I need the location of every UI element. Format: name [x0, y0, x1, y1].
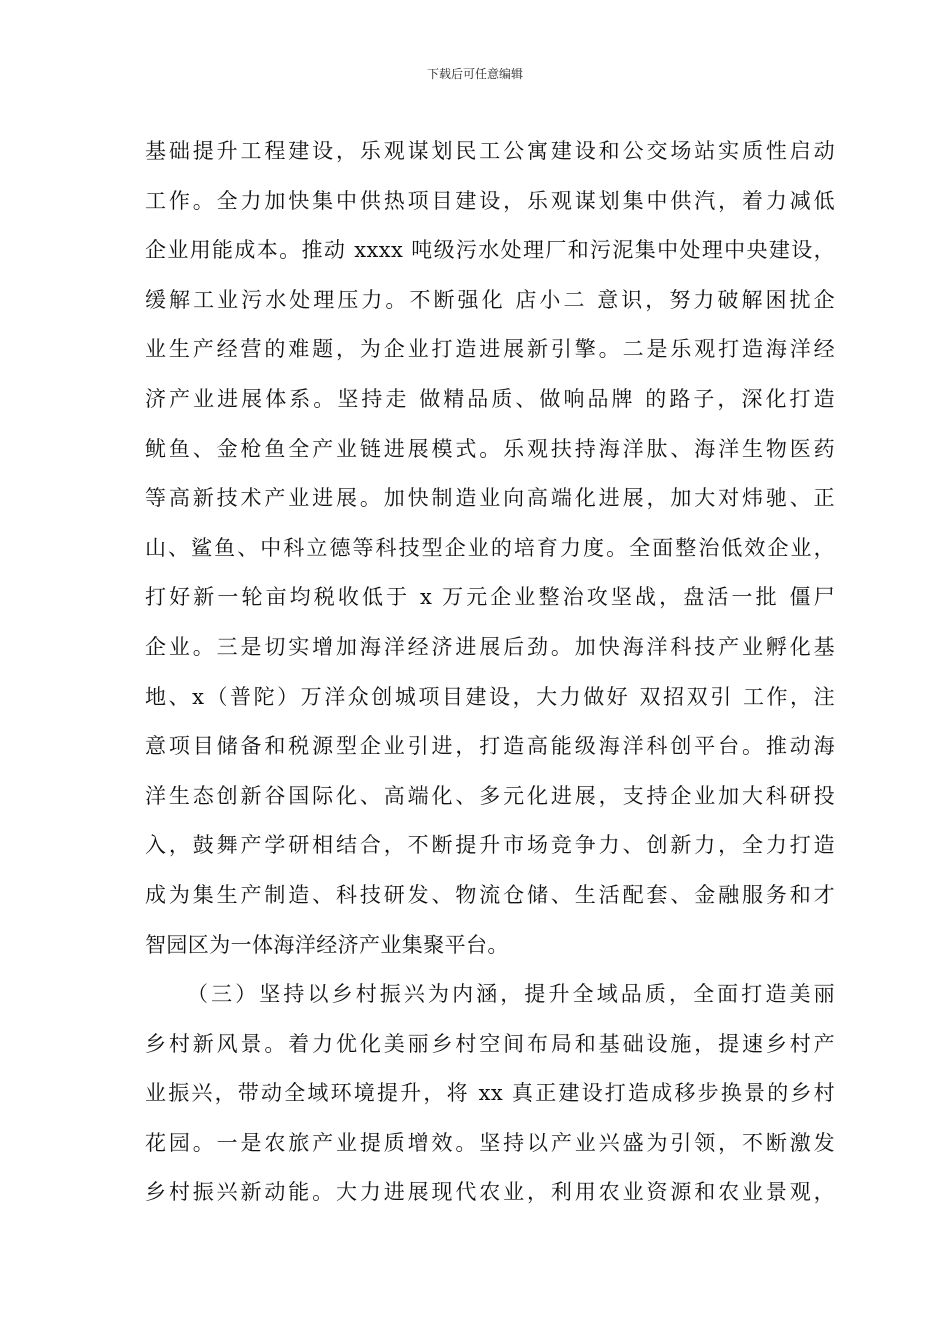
text-line: 等高新技术产业进展。加快制造业向高端化进展，加大对炜驰、正: [145, 486, 835, 511]
text-line: 鱿鱼、金枪鱼全产业链进展模式。乐观扶持海洋肽、海洋生物医药: [145, 436, 835, 461]
text-line: 山、鲨鱼、中科立德等科技型企业的培育力度。全面整治低效企业，: [145, 535, 835, 560]
text-line: 花园。一是农旅产业提质增效。坚持以产业兴盛为引领，不断激发: [145, 1130, 835, 1155]
page-header: 下载后可任意编辑: [426, 67, 523, 81]
text-line: 企业。三是切实增加海洋经济进展后劲。加快海洋科技产业孵化基: [145, 634, 835, 659]
text-line: 意项目储备和税源型企业引进，打造高能级海洋科创平台。推动海: [145, 734, 835, 759]
text-line: 打好新一轮亩均税收低于 x 万元企业整治攻坚战，盘活一批 僵尸: [145, 585, 835, 610]
text-line: 成为集生产制造、科技研发、物流仓储、生活配套、金融服务和才: [145, 882, 835, 907]
text-line: 业振兴，带动全域环境提升，将 xx 真正建设打造成移步换景的乡村: [145, 1081, 835, 1106]
text-line: 地、x（普陀）万洋众创城项目建设，大力做好 双招双引 工作，注: [145, 684, 835, 709]
text-line: 济产业进展体系。坚持走 做精品质、做响品牌 的路子，深化打造: [145, 386, 835, 411]
document-body: [145, 127, 835, 1218]
text-line: 企业用能成本。推动 xxxx 吨级污水处理厂和污泥集中处理中央建设，: [145, 238, 835, 263]
text-line: 基础提升工程建设，乐观谋划民工公寓建设和公交场站实质性启动: [145, 139, 835, 163]
text-line: 乡村新风景。着力优化美丽乡村空间布局和基础设施，提速乡村产: [145, 1031, 835, 1056]
paragraph-heading-line: （三）坚持以乡村振兴为内涵，提升全域品质，全面打造美丽: [187, 982, 835, 1007]
text-line: 工作。全力加快集中供热项目建设，乐观谋划集中供汽，着力减低: [145, 188, 835, 213]
text-line: 洋生态创新谷国际化、高端化、多元化进展，支持企业加大科研投: [145, 783, 835, 808]
text-line: 入，鼓舞产学研相结合，不断提升市场竞争力、创新力，全力打造: [145, 833, 835, 858]
text-line: 缓解工业污水处理压力。不断强化 店小二 意识，努力破解困扰企: [145, 287, 835, 312]
text-line: 乡村振兴新动能。大力进展现代农业，利用农业资源和农业景观，: [145, 1180, 835, 1205]
text-line: 智园区为一体海洋经济产业集聚平台。: [145, 932, 509, 957]
text-line: 业生产经营的难题，为企业打造进展新引擎。二是乐观打造海洋经: [145, 337, 835, 362]
